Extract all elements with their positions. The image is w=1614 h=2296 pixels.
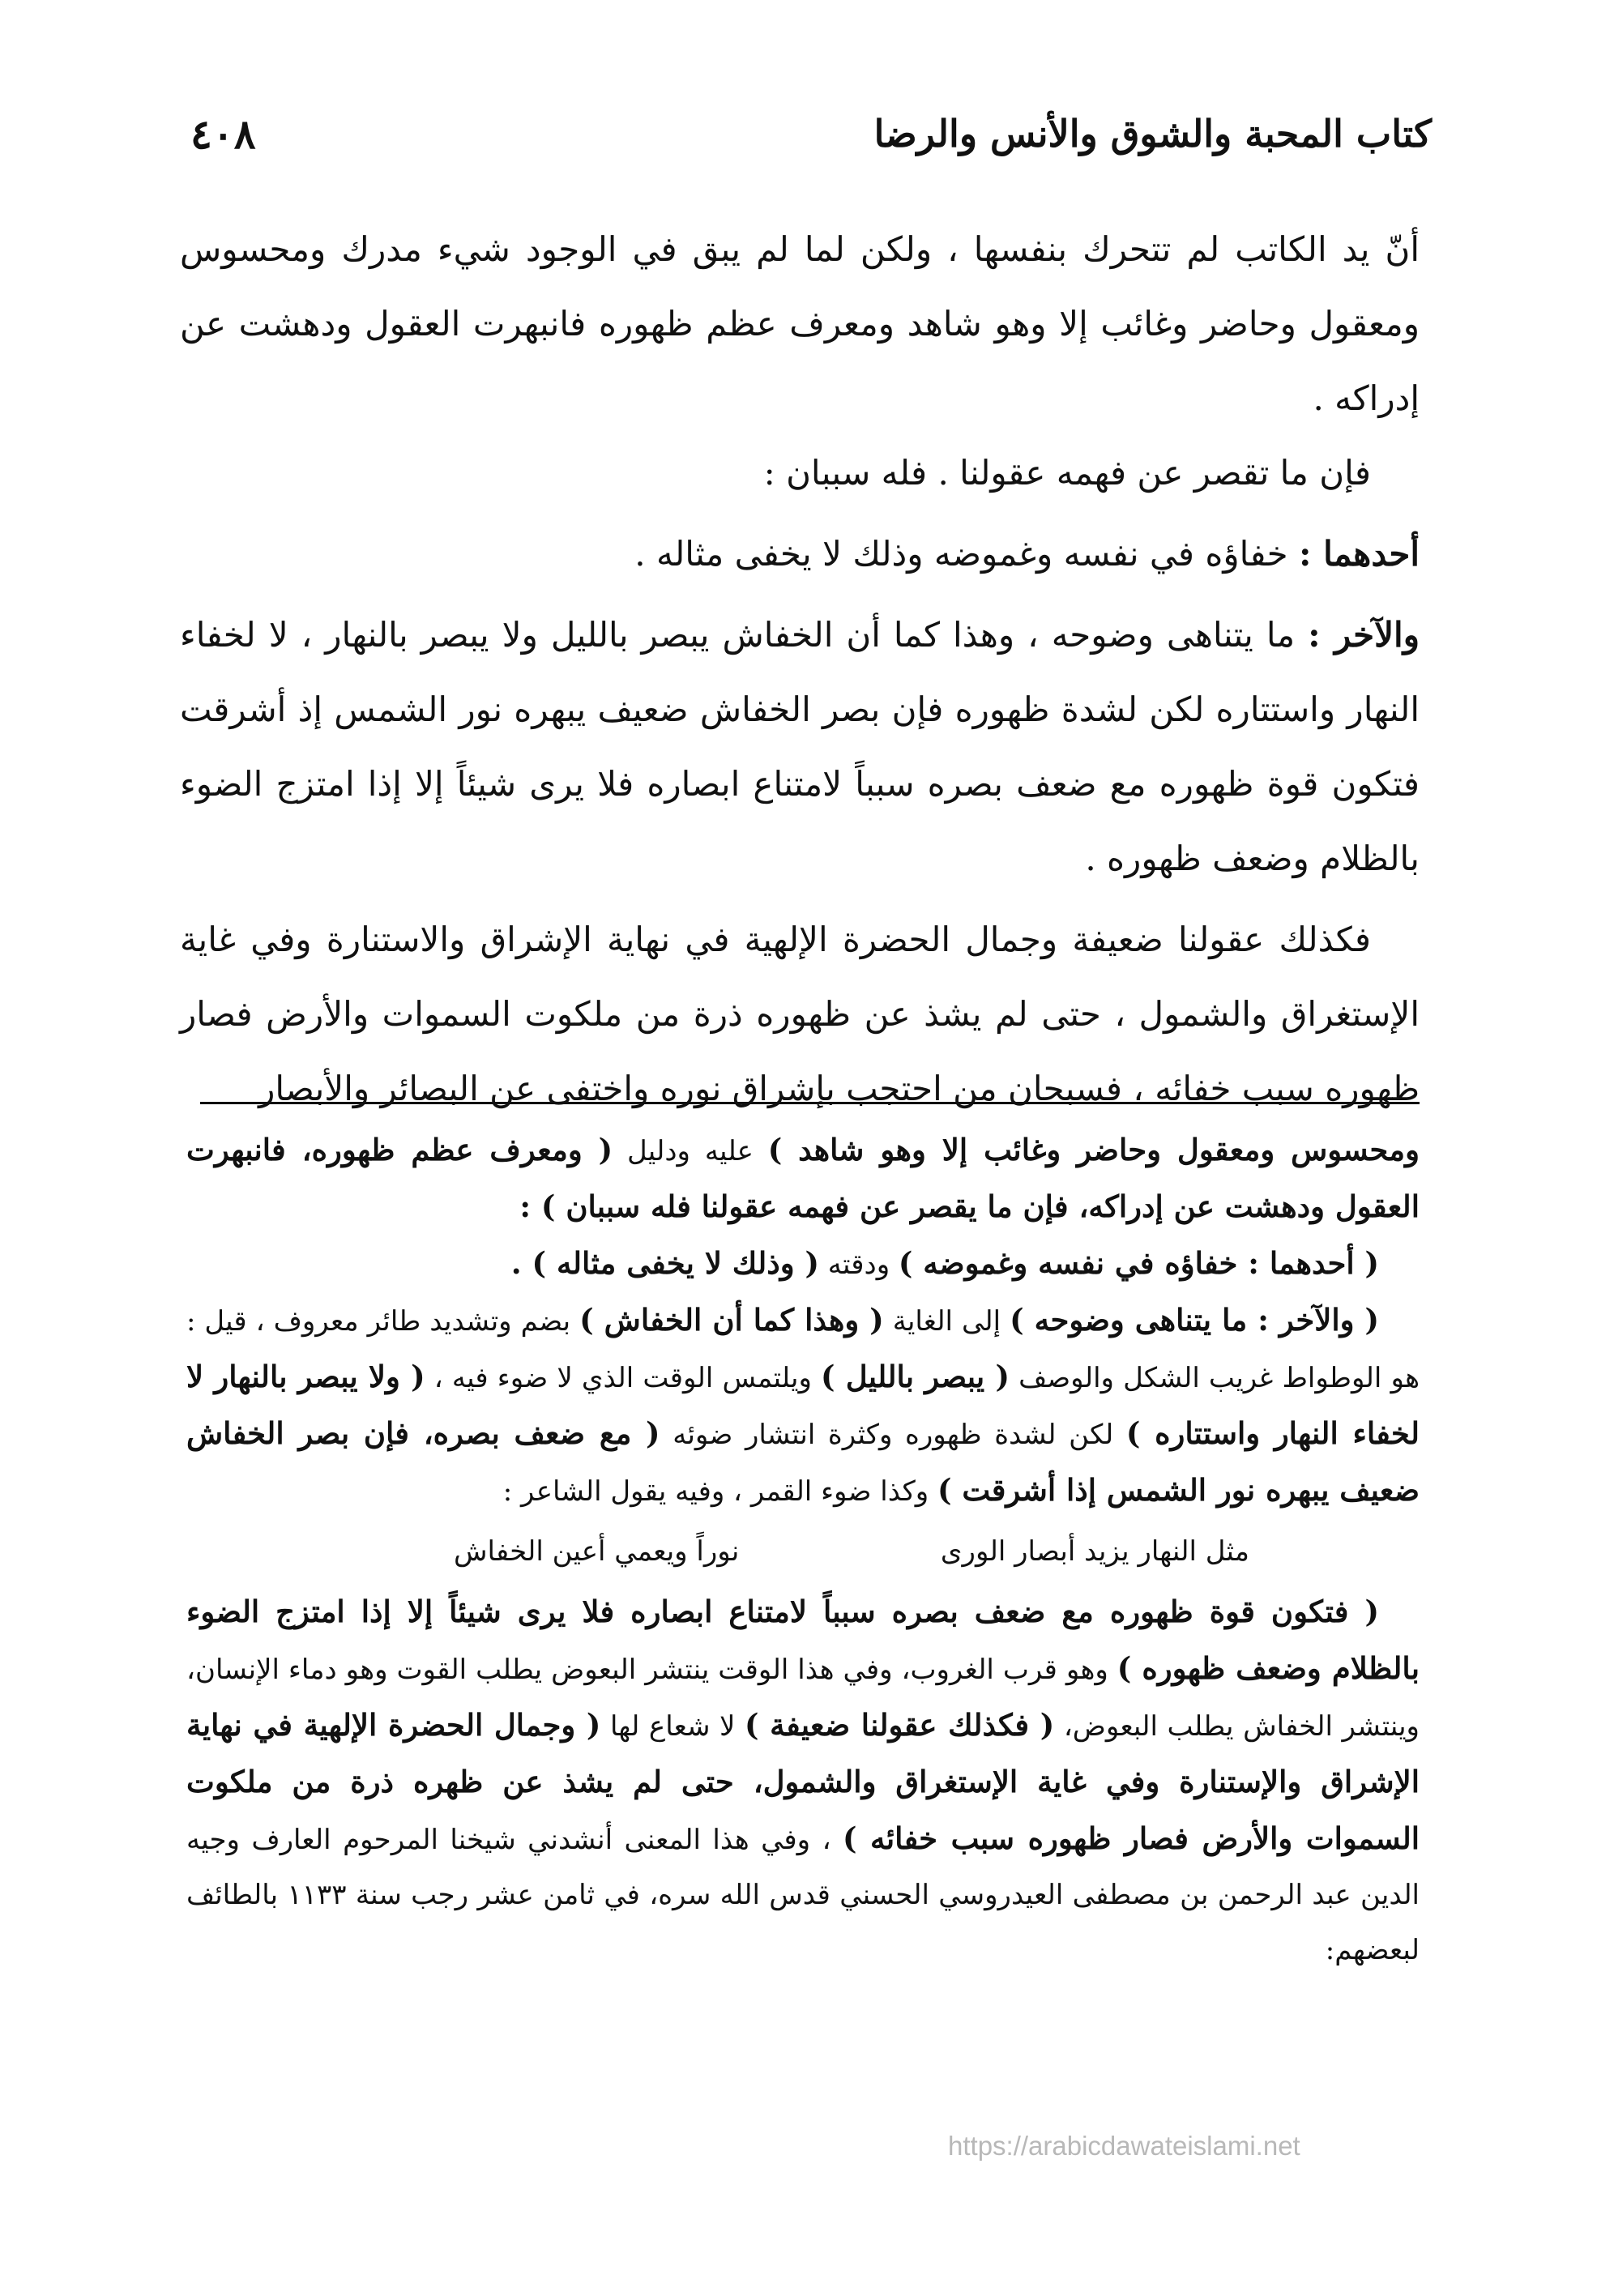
term-first-reason: أحدهما : [1298, 534, 1420, 574]
poetry-verse [454, 1522, 1249, 1581]
quoted-text: ( يبصر بالليل ) [821, 1359, 1010, 1394]
quoted-text: ( فكذلك عقولنا ضعيفة ) [745, 1707, 1055, 1743]
commentary-text: ويلتمس الوقت الذي لا ضوء فيه ، [425, 1362, 822, 1394]
commentary-paragraph-2 [186, 1235, 1420, 1292]
main-paragraph-2: فإن ما تقصر عن فهمه عقولنا . فله سببان : [763, 453, 1371, 493]
commentary-text: ، وفي هذا المعنى أنشدني شيخنا المرحوم العارف وجيه الدين عبد الرحمن بن مصطفى العيدروسي الحسني قدس الله سره، في ثامن عشر رجب سنة ١١٣٣ بالطائف لبعضهم: [186, 1824, 1420, 1966]
main-paragraph-3 [180, 517, 1420, 591]
commentary-paragraph-3 [186, 1292, 1420, 1519]
main-paragraph-4 [180, 598, 1420, 896]
main-paragraph-1: أنّ يد الكاتب لم تتحرك بنفسها ، ولكن لما لم يبق في الوجود شيء مدرك ومحسوس ومعقول وحاضر وغائب إلا وهو شاهد ومعرف عظم ظهوره فانبهرت العقول ودهشت عن إدراكه . [180, 229, 1420, 418]
main-paragraph-5: فكذلك عقولنا ضعيفة وجمال الحضرة الإلهية في نهاية الإشراق والاستنارة وفي غاية الإستغراق والشمول ، حتى لم يشذ عن ظهوره ذرة من ملكوت السموات والأرض فصار ظهوره سبب خفائه ، فسبحان من احتجب بإشراق نوره واختفى عن البصائر والأبصار [180, 920, 1420, 1108]
commentary-paragraph-1 [186, 1122, 1420, 1235]
commentary-paragraph-4 [186, 1584, 1420, 1978]
quoted-text: ( ولا يبصر بالنهار لا لخفاء النهار واستتاره ) [186, 1359, 1420, 1451]
commentary-text: وكذا ضوء القمر ، وفيه يقول الشاعر : [502, 1475, 937, 1508]
quoted-text: ( ومعرف عظم ظهوره، فانبهرت العقول ودهشت عن إدراكه، فإن ما يقصر عن فهمه عقولنا فله سببان ) : [186, 1132, 1420, 1224]
quoted-text: ( وهذا كما أن الخفاش ) [579, 1302, 884, 1338]
commentary-text: ودقته [819, 1248, 899, 1281]
quoted-text: ( وذلك لا يخفى مثاله ) . [510, 1245, 819, 1281]
main-paragraph-4-text: ما يتناهى وضوحه ، وهذا كما أن الخفاش يبصر بالليل ولا يبصر بالنهار ، لا لخفاء النهار واستتاره لكن لشدة ظهوره فإن بصر الخفاش ضعيف يبهره نور الشمس إذ أشرقت فتكون قوة ظهوره مع ضعف بصره سبباً لامتناع ابصاره فلا يرى شيئاً إلا إذا امتزج الضوء بالظلام وضعف ظهوره . [180, 615, 1420, 878]
commentary-text: إلى الغاية [883, 1305, 1010, 1338]
verse-first-hemistich: مثل النهار يزيد أبصار الورى [940, 1535, 1249, 1568]
watermark-url: https://arabicdawateislami.net [948, 2131, 1300, 2161]
quoted-text: ( فتكون قوة ظهوره مع ضعف بصره سبباً لامتناع ابصاره فلا يرى شيئاً إلا إذا امتزج الضوء بالظلام وضعف ظهوره ) [186, 1594, 1420, 1686]
verse-second-hemistich: نوراً ويعمي أعين الخفاش [454, 1535, 740, 1568]
quoted-text: ( والآخر : ما يتناهى وضوحه ) [1010, 1302, 1380, 1338]
main-text [180, 212, 1420, 1126]
quoted-text: ( مع ضعف بصره، فإن بصر الخفاش ضعيف يبهره نور الشمس إذا أشرقت ) [186, 1415, 1420, 1508]
commentary-text: لا شعاع لها [600, 1710, 745, 1743]
main-paragraph-3-text: خفاؤه في نفسه وغموضه وذلك لا يخفى مثاله . [634, 534, 1299, 574]
commentary [186, 1122, 1420, 1978]
commentary-text: وهو قرب الغروب، وفي هذا الوقت ينتشر البعوض يطلب القوت وهو دماء الإنسان، وينتشر الخفاش يطلب البعوض، [186, 1654, 1420, 1743]
page-header [190, 97, 1432, 170]
commentary-text: لكن لشدة ظهوره وكثرة انتشار ضوئه [660, 1419, 1126, 1451]
page-number: ٤٠٨ [190, 109, 256, 158]
quoted-text: ( وجمال الحضرة الإلهية في نهاية الإشراق والإستنارة وفي غاية الإستغراق والشمول، حتى لم يشذ عن ظهره ذرة من ملكوت السموات والأرض فصار ظهوره سبب خفائه ) [186, 1707, 1420, 1856]
footnote-divider [200, 1102, 1420, 1104]
term-second-reason: والآخر : [1308, 615, 1420, 655]
quoted-text: ( أحدهما : خفاؤه في نفسه وغموضه ) [898, 1245, 1379, 1281]
commentary-text: عليه ودليل [613, 1135, 768, 1167]
quoted-text: ومحسوس ومعقول وحاضر وغائب إلا وهو شاهد ) [767, 1132, 1420, 1167]
commentary-text: بضم وتشديد طائر معروف ، قيل : هو الوطواط غريب الشكل والوصف [186, 1305, 1420, 1394]
running-title: كتاب المحبة والشوق والأنس والرضا [873, 112, 1432, 156]
